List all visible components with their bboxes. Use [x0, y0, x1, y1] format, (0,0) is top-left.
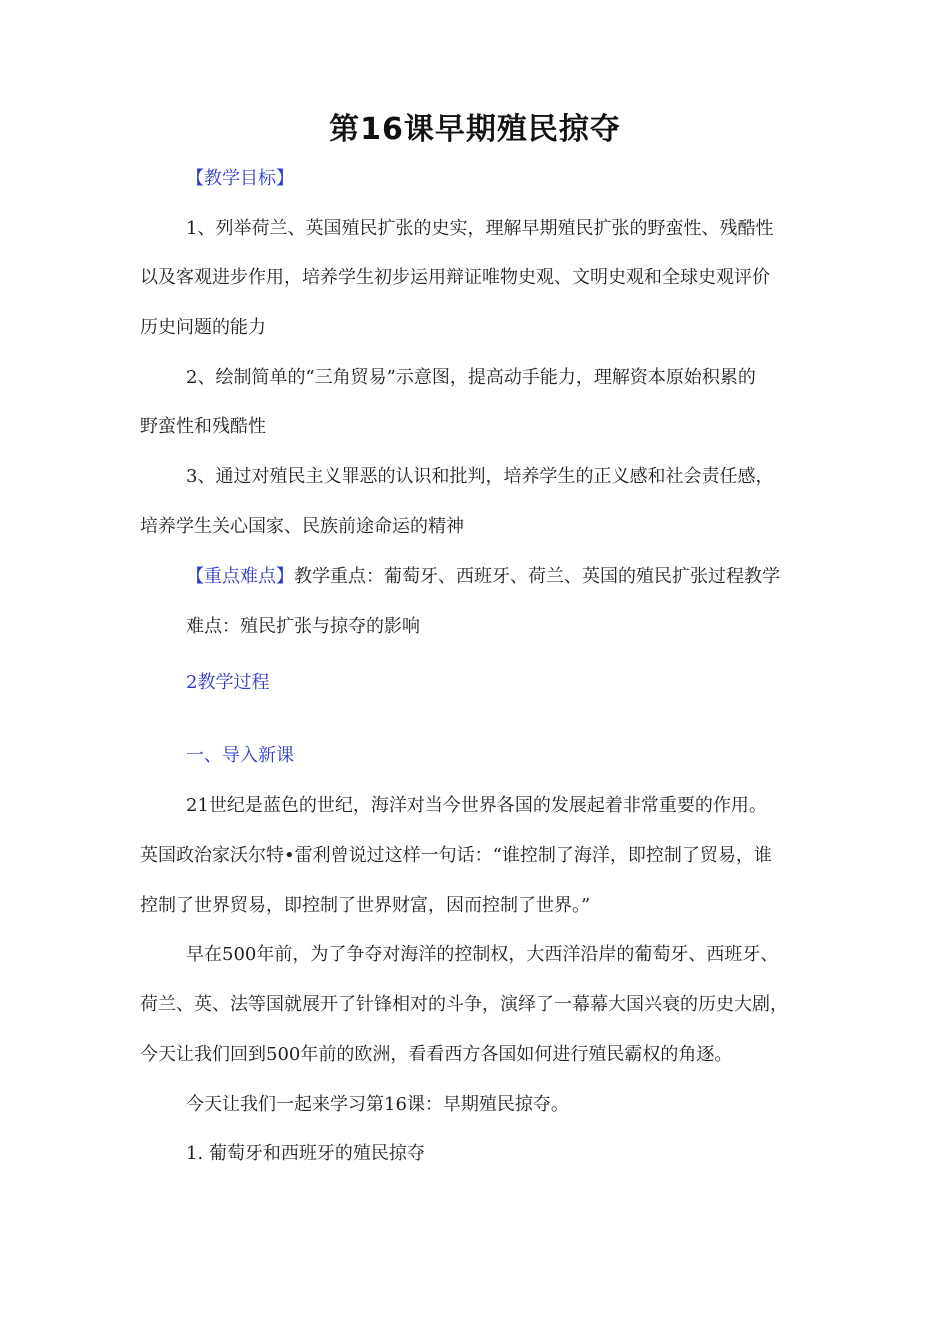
para-2-line-1: 早在500年前，为了争夺对海洋的控制权，大西洋沿岸的葡萄牙、西班牙、 — [186, 944, 779, 965]
process-heading: 2教学过程 — [186, 672, 270, 693]
para-3-line-1: 今天让我们一起来学习第16课：早期殖民掠夺。 — [186, 1094, 569, 1115]
objective-1-line-1: 1、列举荷兰、英国殖民扩张的史实，理解早期殖民扩张的野蛮性、残酷性 — [186, 218, 774, 239]
objective-2-line-2: 野蛮性和残酷性 — [140, 416, 266, 437]
key-points-line-2: 难点：殖民扩张与掠夺的影响 — [186, 616, 420, 637]
section-intro-heading: 一、导入新课 — [186, 745, 294, 766]
objective-3-line-1: 3、通过对殖民主义罪恶的认识和批判，培养学生的正义感和社会责任感， — [186, 466, 774, 487]
objective-1-line-3: 历史问题的能力 — [140, 317, 266, 338]
list-item-1: 1. 葡萄牙和西班牙的殖民掠夺 — [186, 1143, 425, 1164]
key-points-heading: 【重点难点】 — [186, 566, 294, 587]
objectives-heading: 【教学目标】 — [186, 168, 294, 189]
para-1-line-3: 控制了世界贸易，即控制了世界财富，因而控制了世界。” — [140, 895, 591, 916]
page-title: 第16课早期殖民掠夺 — [329, 112, 621, 147]
key-points-text: 教学重点：葡萄牙、西班牙、荷兰、英国的殖民扩张过程教学 — [294, 566, 780, 587]
objective-3-line-2: 培养学生关心国家、民族前途命运的精神 — [140, 516, 464, 537]
objective-2-line-1: 2、绘制简单的“三角贸易”示意图，提高动手能力，理解资本原始积累的 — [186, 367, 756, 388]
objective-1-line-2: 以及客观进步作用，培养学生初步运用辩证唯物史观、文明史观和全球史观评价 — [140, 267, 770, 288]
para-1-line-1: 21世纪是蓝色的世纪，海洋对当今世界各国的发展起着非常重要的作用。 — [186, 795, 767, 816]
para-1-line-2: 英国政治家沃尔特•雷利曾说过这样一句话：“谁控制了海洋，即控制了贸易，谁 — [140, 845, 772, 866]
para-2-line-2: 荷兰、英、法等国就展开了针锋相对的斗争，演绎了一幕幕大国兴衰的历史大剧， — [140, 994, 788, 1015]
key-points-line-1 — [186, 564, 820, 590]
para-2-line-3: 今天让我们回到500年前的欧洲，看看西方各国如何进行殖民霸权的角逐。 — [140, 1044, 733, 1065]
